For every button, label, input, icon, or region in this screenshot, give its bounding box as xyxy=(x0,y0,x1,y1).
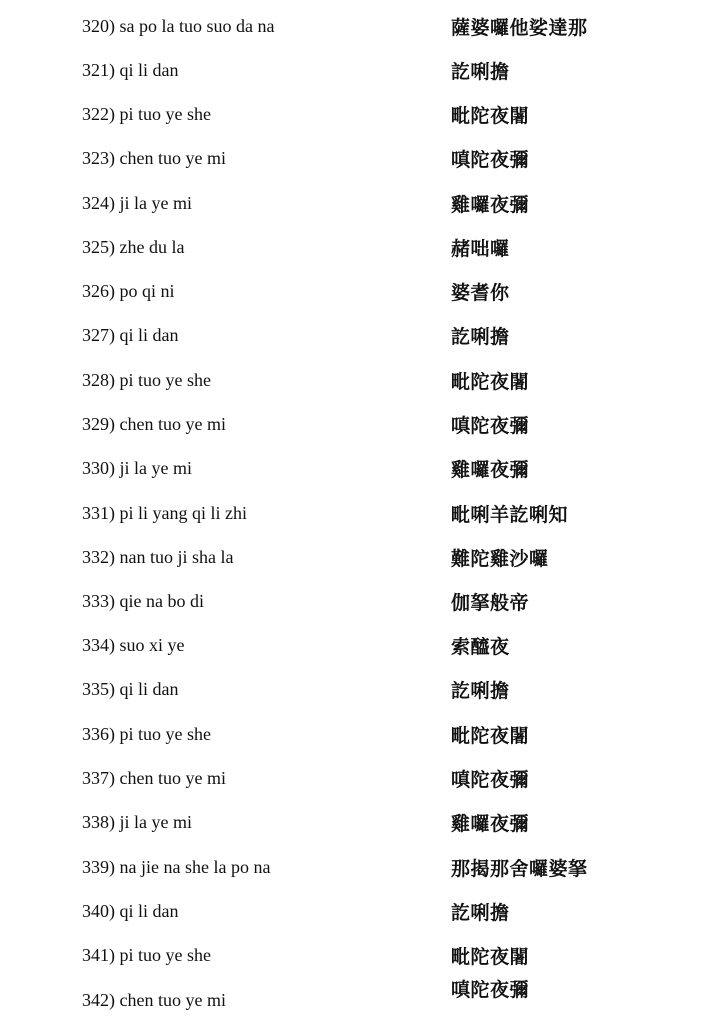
line-number: 336) xyxy=(82,724,115,744)
line-chinese: 赭咄囉 xyxy=(451,238,510,260)
line-pinyin xyxy=(82,989,226,1011)
line-pinyin xyxy=(82,634,185,656)
line-pinyin xyxy=(82,324,179,346)
line-romanization: qi li dan xyxy=(119,60,179,80)
line-chinese: 毗唎羊訖唎知 xyxy=(451,504,569,526)
list-item xyxy=(0,856,701,886)
line-pinyin xyxy=(82,369,211,391)
line-chinese: 雞囉夜彌 xyxy=(451,813,530,835)
line-chinese: 薩婆囉他娑達那 xyxy=(451,17,588,39)
line-chinese: 雞囉夜彌 xyxy=(451,459,530,481)
line-number: 335) xyxy=(82,679,115,699)
line-romanization: qi li dan xyxy=(119,679,179,699)
list-item xyxy=(0,502,701,532)
line-number: 340) xyxy=(82,901,115,921)
line-pinyin xyxy=(82,767,226,789)
line-number: 320) xyxy=(82,16,115,36)
line-number: 332) xyxy=(82,547,115,567)
list-item xyxy=(0,280,701,310)
list-item xyxy=(0,15,701,45)
line-number: 322) xyxy=(82,104,115,124)
line-pinyin xyxy=(82,15,274,37)
line-romanization: sa po la tuo suo da na xyxy=(119,16,275,36)
list-item xyxy=(0,192,701,222)
line-romanization: pi tuo ye she xyxy=(119,945,211,965)
list-item xyxy=(0,944,701,974)
line-pinyin xyxy=(82,236,184,258)
list-item xyxy=(0,457,701,487)
line-number: 341) xyxy=(82,945,115,965)
line-chinese: 雞囉夜彌 xyxy=(451,194,530,216)
line-chinese: 嗔陀夜彌 xyxy=(451,769,530,791)
line-romanization: ji la ye mi xyxy=(119,812,192,832)
line-pinyin xyxy=(82,147,226,169)
line-romanization: pi li yang qi li zhi xyxy=(119,503,247,523)
list-item xyxy=(0,767,701,797)
line-romanization: qi li dan xyxy=(119,325,179,345)
line-pinyin xyxy=(82,280,175,302)
list-item xyxy=(0,811,701,841)
line-chinese: 索醯夜 xyxy=(451,636,510,658)
line-pinyin xyxy=(82,457,192,479)
line-pinyin xyxy=(82,811,192,833)
list-item xyxy=(0,413,701,443)
line-pinyin xyxy=(82,590,204,612)
line-number: 338) xyxy=(82,812,115,832)
list-item xyxy=(0,723,701,753)
line-romanization: suo xi ye xyxy=(119,635,185,655)
line-number: 328) xyxy=(82,370,115,390)
line-chinese: 毗陀夜闍 xyxy=(451,946,530,968)
line-pinyin xyxy=(82,678,179,700)
line-pinyin xyxy=(82,900,179,922)
list-item xyxy=(0,900,701,930)
line-chinese: 訖唎擔 xyxy=(451,902,510,924)
line-romanization: chen tuo ye mi xyxy=(119,768,226,788)
line-number: 326) xyxy=(82,281,115,301)
line-romanization: zhe du la xyxy=(119,237,185,257)
line-number: 325) xyxy=(82,237,115,257)
line-romanization: qie na bo di xyxy=(119,591,204,611)
line-romanization: na jie na she la po na xyxy=(119,857,271,877)
line-chinese: 伽拏般帝 xyxy=(451,592,530,614)
line-number: 321) xyxy=(82,60,115,80)
line-pinyin xyxy=(82,192,192,214)
list-item xyxy=(0,324,701,354)
line-chinese: 嗔陀夜彌 xyxy=(451,979,530,1001)
line-number: 327) xyxy=(82,325,115,345)
line-number: 342) xyxy=(82,990,115,1010)
line-chinese: 訖唎擔 xyxy=(451,326,510,348)
list-item xyxy=(0,634,701,664)
line-romanization: nan tuo ji sha la xyxy=(119,547,234,567)
line-pinyin xyxy=(82,413,226,435)
line-pinyin xyxy=(82,723,211,745)
line-chinese: 毗陀夜闍 xyxy=(451,105,530,127)
line-chinese: 毗陀夜闍 xyxy=(451,725,530,747)
line-romanization: chen tuo ye mi xyxy=(119,148,226,168)
line-number: 323) xyxy=(82,148,115,168)
line-number: 324) xyxy=(82,193,115,213)
line-romanization: po qi ni xyxy=(119,281,175,301)
line-chinese: 訖唎擔 xyxy=(451,61,510,83)
list-item xyxy=(0,236,701,266)
line-number: 331) xyxy=(82,503,115,523)
line-romanization: ji la ye mi xyxy=(119,458,192,478)
line-chinese: 嗔陀夜彌 xyxy=(451,149,530,171)
line-chinese: 那揭那舍囉婆拏 xyxy=(451,858,588,880)
list-item xyxy=(0,678,701,708)
list-item xyxy=(0,59,701,89)
line-chinese: 訖唎擔 xyxy=(451,680,510,702)
line-pinyin xyxy=(82,103,211,125)
list-item xyxy=(0,590,701,620)
list-item xyxy=(0,147,701,177)
list-item xyxy=(0,979,701,1018)
line-number: 330) xyxy=(82,458,115,478)
line-pinyin xyxy=(82,546,233,568)
line-number: 329) xyxy=(82,414,115,434)
line-pinyin xyxy=(82,944,211,966)
line-chinese: 婆耆你 xyxy=(451,282,510,304)
line-number: 334) xyxy=(82,635,115,655)
line-romanization: chen tuo ye mi xyxy=(119,990,226,1010)
line-pinyin xyxy=(82,59,179,81)
line-chinese: 難陀雞沙囉 xyxy=(451,548,549,570)
line-number: 339) xyxy=(82,857,115,877)
line-number: 337) xyxy=(82,768,115,788)
line-romanization: chen tuo ye mi xyxy=(119,414,226,434)
line-number: 333) xyxy=(82,591,115,611)
list-item xyxy=(0,546,701,576)
line-romanization: qi li dan xyxy=(119,901,179,921)
line-chinese: 嗔陀夜彌 xyxy=(451,415,530,437)
line-romanization: ji la ye mi xyxy=(119,193,192,213)
line-chinese: 毗陀夜闍 xyxy=(451,371,530,393)
line-romanization: pi tuo ye she xyxy=(119,370,211,390)
line-romanization: pi tuo ye she xyxy=(119,104,211,124)
list-item xyxy=(0,103,701,133)
line-pinyin xyxy=(82,856,270,878)
line-romanization: pi tuo ye she xyxy=(119,724,211,744)
list-item xyxy=(0,369,701,399)
line-pinyin xyxy=(82,502,247,524)
